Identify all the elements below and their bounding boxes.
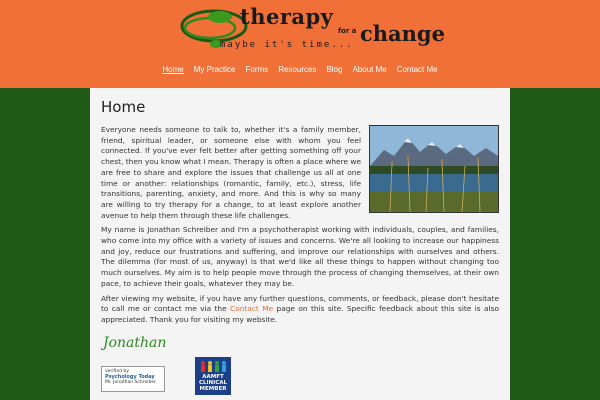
psychology-today-badge[interactable] — [101, 366, 165, 392]
main-content — [90, 88, 510, 400]
nav-home[interactable]: Home — [162, 65, 184, 74]
page-title: Home — [101, 98, 146, 116]
contact-paragraph — [101, 294, 499, 326]
aamft-line2: CLINICAL — [198, 379, 228, 386]
family-figures-icon — [198, 360, 228, 372]
contact-text-after: page on this site. Specific feedback about this site is also appreciated. Thank you for visiting my website. — [101, 304, 499, 324]
nav-blog[interactable]: Blog — [326, 65, 343, 74]
nav-my-practice[interactable]: My Practice — [193, 65, 236, 74]
intro-paragraph: Everyone needs someone to talk to, whether it's a family member, friend, spiritual leader, or someone else with whom you feel connected. If you've ever felt better after getting something off your chest, then you know what I mean. Therapy is often a place where we are free to share and explore the issues that challenge us all at one time or another: relationships (romantic, family, etc.), stress, life transitions, parenting, anxiety, and more. And this is why so many are willing to try therapy for a change, to at least explore another avenue to help them through these life challenges. — [101, 125, 361, 220]
logo-title: therapy — [240, 4, 334, 29]
aamft-line3: MEMBER — [199, 385, 227, 392]
aamft-line1: AAMFT — [202, 373, 224, 380]
nav-resources[interactable]: Resources — [278, 65, 317, 74]
mountain-lake-photo — [369, 125, 499, 213]
pt-therapist-name: Mr. Jonathan Schreiber — [105, 379, 156, 385]
nav-contact-me[interactable]: Contact Me — [396, 65, 438, 74]
nav-about-me[interactable]: About Me — [352, 65, 387, 74]
pt-brand: Psychology Today — [105, 373, 155, 380]
site-logo[interactable] — [180, 4, 445, 56]
about-paragraph: My name is Jonathan Schreiber and I'm a psychotherapist working with individuals, couples, and families, who come into my office with a variety of issues and concerns. We're all looking to increase our happiness and joy, reduce our frustrations and suffering, and improve our relationships with ourselves and others. The dilemma (for most of us, anyway) is that we'd like all these things to happen without changing too much ourselves. My aim is to help people move through the process of changing themselves, at their own pace, to achieve their goals, whatever they may be. — [101, 225, 499, 288]
logo-change: change — [360, 21, 445, 46]
signature — [101, 330, 181, 354]
contact-me-link[interactable]: Contact Me — [230, 304, 274, 314]
nav-forms[interactable]: Forms — [245, 65, 269, 74]
contact-text-before: After viewing my website, if you have any further questions, comments, or feedback, please don't hesitate to call me or contact me via the — [101, 293, 499, 314]
logo-tagline: maybe it's time... — [220, 40, 354, 50]
signature-text: Jonathan — [103, 334, 167, 351]
main-nav — [0, 64, 600, 78]
logo-for-a: for a — [338, 27, 357, 35]
pt-verified-label: verified by — [105, 368, 129, 374]
site-header — [0, 0, 600, 88]
badges — [101, 354, 499, 394]
aamft-badge[interactable] — [195, 357, 231, 395]
